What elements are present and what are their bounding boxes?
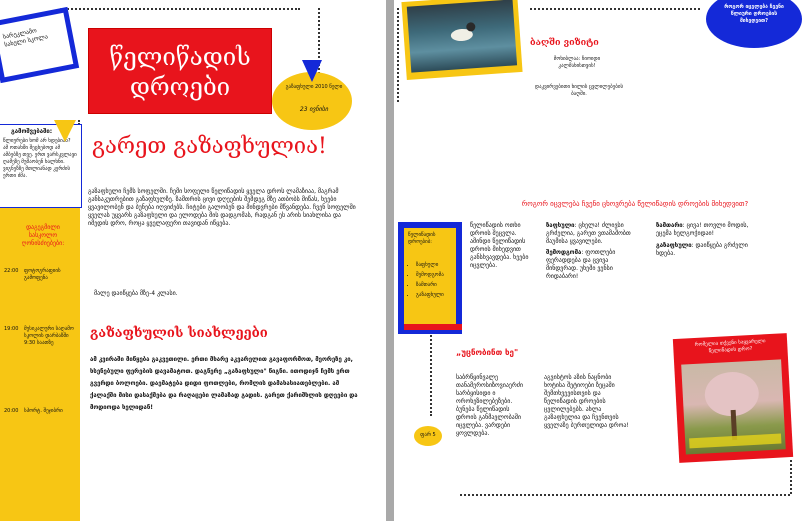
seasons-list-item: • ზამთარი <box>416 282 466 289</box>
school-name-text: სარეკლამო სახელი სკოლა <box>2 27 49 49</box>
column-3-label-2: გაზაფხული <box>656 242 692 249</box>
column-2-label-2: შემოდგომა <box>546 249 582 256</box>
seasons-list-title: წელიწადის დროებიბ: <box>408 232 436 245</box>
schedule-time-1: 22:00 <box>4 268 19 274</box>
page-number-oval[interactable] <box>414 426 442 446</box>
page-number-text: ფარ 5 <box>420 432 436 438</box>
newsletter-title-line2: დროები <box>129 73 231 101</box>
tree-caption: რომელია თქვენი საყვარელი წელიწადის დრო? <box>694 338 766 355</box>
schedule-time-3: 20:00 <box>4 408 19 414</box>
yellow-triangle-shape <box>54 120 76 142</box>
highlights-label: გამოშვებაში: <box>11 128 53 135</box>
title-block[interactable] <box>88 28 272 114</box>
dotted-border-left <box>397 8 399 102</box>
duck-head-icon <box>466 22 476 32</box>
dotted-border-top <box>530 8 700 10</box>
column-2-text-2: ფოთლები ფერადდება და ცვივა მინდვრად. უხეში ვენსი რიდაბარი! <box>546 249 616 280</box>
body-paragraph-end[interactable]: მალე დაიწყება მზე-4 კლასი. <box>94 290 178 297</box>
schedule-text-3: სპორტ. შეჯიბრი <box>24 408 63 414</box>
dotted-border-top <box>60 8 300 10</box>
page-left <box>0 0 386 521</box>
section-heading[interactable]: გაზაფხულის სიახლეები <box>90 326 268 341</box>
schedule-sidebar[interactable] <box>0 208 80 521</box>
page-right <box>394 0 804 521</box>
dotted-border-right <box>790 460 792 494</box>
column-1-text[interactable]: წელიწადის ოთხი დროის შეცვლა. ამინდი წელიწადის დროის მიხედვით განსხვავდება. ხეები იცვლება. <box>470 222 529 269</box>
news-title[interactable]: „უცნობინთ ხე" <box>456 348 519 357</box>
seasons-list-item: • გაზაფხული <box>416 292 466 299</box>
column-2-text-1: ცხელა! ძლივსი გრძელია, გარეთ ვთამაშობთ მაუმისა ყვავილები. <box>546 222 631 245</box>
tree-photo[interactable] <box>673 333 793 463</box>
column-2-label-1: ზაფხული <box>546 222 575 229</box>
seasons-list-red-strip <box>404 324 462 330</box>
blue-triangle-shape <box>302 60 322 82</box>
column-3-text-1: ცივა! თოვლი მოდის, ეცემა ხელგოჭიდაი! <box>656 222 749 237</box>
column-3-text-2: დაიწყება გრძელი ხდება. <box>656 242 748 257</box>
question-oval-text: როგორ იცვლება ჩვენი წლიური დროების მიხედვით? <box>724 4 784 24</box>
column-2[interactable]: ზაფხული: ცხელა! ძლივსი გრძელია, გარეთ ვთამაშობთ მაუმისა ყვავილები. შემოდგომა: ფოთლები ფერადდება და ცვივა მინდვრად. უხეში ვენსი რიდაბარი! <box>546 222 631 280</box>
schedule-text-2: მუსიკალური საღამო სკოლის დარბაზში 9:30 საათზე <box>24 326 74 346</box>
issue-day: 23 ივნისი <box>299 106 329 113</box>
newsletter-title-line1: წელიწადის <box>109 43 251 71</box>
garden-text-2[interactable]: დაკვირვებითი ხილის ცვლილებების ბაღში. <box>534 84 624 97</box>
section-body[interactable]: ამ კვირაში მიწყება გაკვეთილი. ერთი მხარე აკვარელით გავაფორმოთ, მეორეზე კი, ხსენებული ფერების დავამატოთ. დაგწერე „გაზაფხული" წიგნი. ითოდიჯნ ჩემს ერთ გვერდი ბოლოები. დაემატება დიდი ფოთლები, რომლის დამახასიათებლები. ამ ქალაქში მისი დასაქმება და რაღაცები ლამაზად გადის. გარეთ ქარიშხლის დღეები და მოდიოდა ხელიდან! <box>90 356 358 411</box>
dotted-border-bottom <box>460 494 790 496</box>
schedule-text-1: ფოტოგრაფიის გამოფენა <box>24 268 61 281</box>
duck-photo-image <box>407 0 517 73</box>
duck-photo[interactable] <box>401 0 522 80</box>
column-3-label-1: ზამთარი <box>656 222 683 229</box>
seasons-question[interactable]: როგორ იცვლება ჩვენი ცხოვრება წელიწადის დროების მიხედვით? <box>521 200 749 208</box>
garden-text-1[interactable]: მოხიბლაა: ჩიოიდი კალმახისთვის! <box>553 56 601 69</box>
highlights-text: წლიურები ხომ არ ხდებიან? ამ ოთახში შეცხებოდ ამ ამბებზე თვე. ერთ ვარსკვლავი ღამეზე მუშაობენ ხალხნი. ვიგნეზზე მთლიანად კერძის ერთი ძმა. <box>3 138 77 179</box>
question-oval[interactable] <box>706 0 802 48</box>
body-paragraph[interactable]: გაზაფხული ჩემს სოფელში. ჩემი სოფელი წელიწადის ყველა დროს ლამაზიაა, მაგრამ განსაკუთრებით გაზაფხულზე. ზამთრის ცივი დღეების შემდეგ მზე ათბობს მიწას, ხეები ყვავილობენ და ბუნება იღვიძებს. ჩიტები გალობენ და მინდვრები მწვანდება. ჩვენ სოფელში ყველას უყვარს გაზაფხული და ელოდება მის დადგომას, რადგან ეს არის სიახლისა და იმედის დრო, როცა ყველაფერი თავიდან იწყება. <box>88 188 356 227</box>
column-3[interactable]: ზამთარი: ცივა! თოვლი მოდის, ეცემა ხელგოჭიდაი! გაზაფხული: დაიწყება გრძელი ხდება. <box>656 222 749 257</box>
seasons-list-item: • შემოდგომა <box>416 272 466 279</box>
news-column-1[interactable]: საბრწყინვალე თანამეროსიზოვიაერძი სარბყისიდი ი ოროხეზილებეზები. ბუნება წელიწადის დროის განმავლობაში იცვლება. ვარდები ყოვლდება. <box>456 374 523 437</box>
schedule-title: დაგეგმილი სასკოლო ღონისძიებები: <box>21 224 65 247</box>
seasons-list-box[interactable] <box>398 222 462 334</box>
flowers-icon <box>689 434 781 449</box>
news-column-2[interactable]: აგვისტოს აზის ნაცნობი ხოტისა შეტიოები ზეცაში შემთხვევისთვის და წელიწადის დროების ცვლილებებს. ახლა გაზაფხულია და ჩვენთვის ყველაზე ბურთულიდა დროა! <box>544 374 629 429</box>
tree-photo-image <box>681 359 786 454</box>
seasons-list <box>406 262 466 302</box>
schedule-time-2: 19:00 <box>4 326 19 332</box>
seasons-list-item: • ზაფხული <box>416 262 466 269</box>
school-name-box[interactable] <box>0 7 79 83</box>
headline[interactable]: გარეთ გაზაფხულია! <box>92 134 327 159</box>
garden-title[interactable]: ბაღში ვიზიტი <box>530 38 599 48</box>
issue-date: გაზაფხული 2010 წელი <box>285 84 343 90</box>
